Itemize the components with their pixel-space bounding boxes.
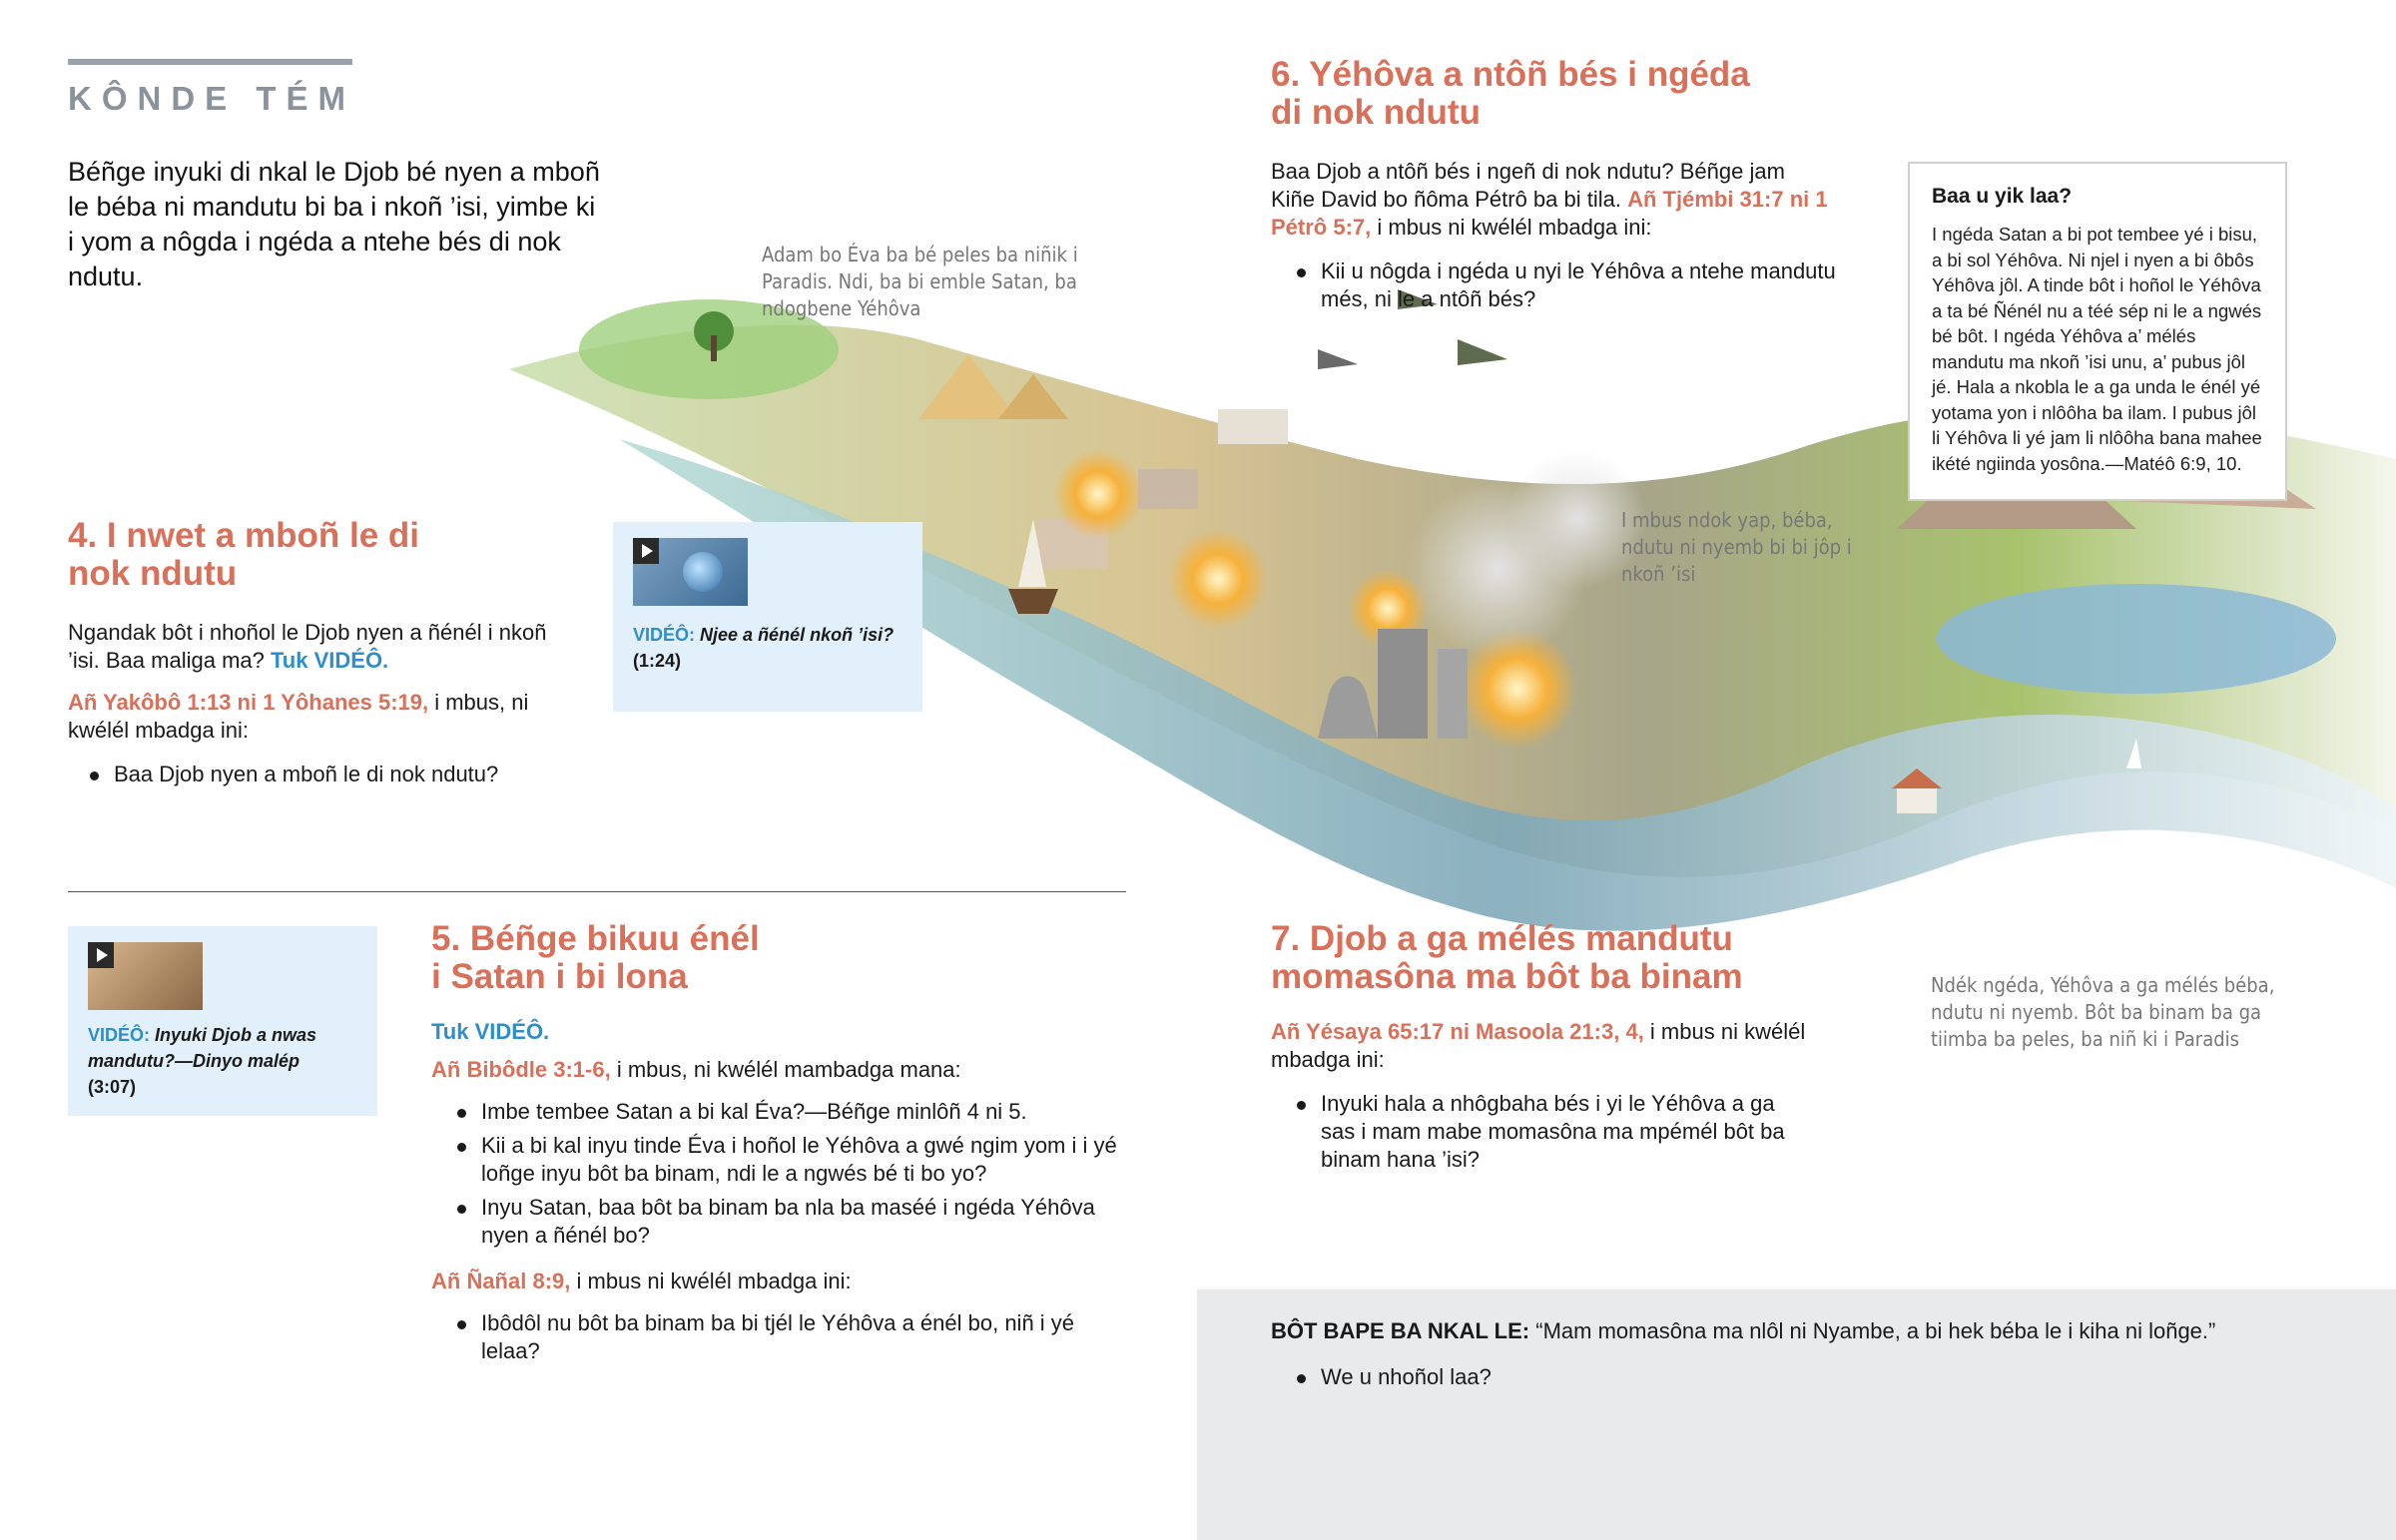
section-4-ref: Añ Yakôbô 1:13 ni 1 Yôhanes 5:19, i mbus, ni kwélél mbadga ini: — [68, 690, 529, 743]
scripture-ref[interactable]: Añ Ñañal 8:9, — [431, 1269, 571, 1293]
video-card-2[interactable] — [68, 926, 377, 1116]
question-item: Kii a bi kal inyu tinde Éva i hoñol le Yéhôva a gwé ngim yom i i yé loñge inyu bôt ba binam, ndi le a ngwés bé ti bo yo? — [457, 1132, 1130, 1188]
question-item: Ibôdôl nu bôt ba binam ba bi tjél le Yéhôva a énél bo, niñ i yé lelaa? — [457, 1309, 1130, 1365]
video-thumbnail[interactable] — [88, 942, 203, 1010]
play-icon[interactable] — [633, 538, 659, 564]
some-people-say-box — [1197, 1289, 2396, 1540]
scripture-ref[interactable]: Añ Yésaya 65:17 ni Masoola 21:3, 4, — [1271, 1019, 1644, 1044]
section-5-ref-1: Añ Bibôdle 3:1-6, i mbus, ni kwélél mambadga mana: — [431, 1057, 961, 1082]
section-7-ref: Añ Yésaya 65:17 ni Masoola 21:3, 4, i mbus ni kwélél mbadga ini: — [1271, 1019, 1806, 1072]
section-6-title: 6. Yéhôva a ntôñ bés i ngéda di nok ndutu — [1271, 55, 1750, 132]
section-5-ref-2: Añ Ñañal 8:9, i mbus ni kwélél mbadga ini: — [431, 1269, 852, 1293]
section-4-text: Ngandak bôt i nhoñol le Djob nyen a ñénél i nkoñ ’isi. Baa maliga ma? Tuk VIDÉÔ. — [68, 620, 547, 673]
caption-future: Ndék ngéda, Yéhôva a ga mélés béba, ndutu ni nyemb. Bôt ba binam ba ga tiimba ba peles, ba niñ ki i Paradis — [1931, 973, 2275, 1051]
question-item: Baa Djob nyen a mboñ le di nok ndutu? — [90, 761, 577, 788]
scripture-ref[interactable]: Añ Tjémbi 31:7 ni 1 Pétrô 5:7, — [1271, 187, 1828, 240]
section-5-questions-1 — [457, 1098, 1130, 1250]
play-icon[interactable] — [88, 942, 114, 968]
globe-icon — [683, 552, 723, 592]
section-6-questions — [1297, 257, 1836, 313]
video-label: VIDÉÔ: — [633, 625, 696, 645]
video-duration: (1:24) — [633, 651, 682, 671]
did-you-know-text: I ngéda Satan a bi pot tembee yé i bisu, a bi sol Yéhôva. Ni njel i nyen a bi ôbôs Yéhôva jôl. A tinde bôt i hoñol le Yéhôva a ta bé Ñénél nu a téé sép ni le a ngwés bé bôt. I ngéda Yéhôva a’ mélés mandutu ma nkoñ ’isi unu, a’ pubus jôl jé. Hala a nkobla le a ga unda le énél yé yotama yon i nlôôha ba ilam. I pubus jôl li Yéhôva li yé jam li nlôôha bana mahee ikété ngiinda yosôna.—Matéô 6:9, 10. — [1932, 224, 2262, 474]
section-5 — [431, 920, 1130, 1375]
video-label: VIDÉÔ: — [88, 1025, 151, 1045]
section-label: KÔNDE TÉM — [68, 80, 355, 117]
question-item: Kii u nôgda i ngéda u nyi le Yéhôva a ntehe mandutu més, ni le a ntôñ bés? — [1297, 257, 1836, 313]
video-link[interactable]: Tuk VIDÉÔ. — [431, 1019, 550, 1044]
did-you-know-title: Baa u yik laa? — [1932, 185, 2073, 208]
section-5-questions-2 — [457, 1309, 1130, 1365]
question-item: We u nhoñol laa? — [1297, 1363, 1492, 1391]
scripture-ref[interactable]: Añ Yakôbô 1:13 ni 1 Yôhanes 5:19, — [68, 690, 429, 715]
video-title: Njee a ñénél nkoñ ’isi? — [700, 625, 895, 645]
section-4-title: 4. I nwet a mboñ le di nok ndutu — [68, 516, 419, 593]
question-item: Imbe tembee Satan a bi kal Éva?—Béñge minlôñ 4 ni 5. — [457, 1098, 1130, 1126]
some-people-say-questions — [1297, 1363, 1492, 1401]
did-you-know-box — [1908, 162, 2287, 501]
video-duration: (3:07) — [88, 1077, 137, 1097]
video-card-1[interactable] — [613, 522, 922, 712]
section-4-questions — [90, 761, 577, 788]
video-thumbnail[interactable] — [633, 538, 748, 606]
divider — [68, 891, 1126, 892]
section-5-title: 5. Béñge bikuu énél i Satan i bi lona — [431, 919, 760, 996]
question-item: Inyuki hala a nhôgbaha bés i yi le Yéhôva a ga sas i mam mabe momasôna ma mpémél bôt ba binam hana ’isi? — [1297, 1090, 1796, 1174]
section-7 — [1271, 920, 1890, 1184]
caption-suffering: I mbus ndok yap, béba, ndutu ni nyemb bi bi jôp i nkoñ ’isi — [1621, 508, 1852, 586]
scripture-ref[interactable]: Añ Bibôdle 3:1-6, — [431, 1057, 611, 1082]
section-7-questions — [1297, 1090, 1796, 1174]
some-people-say-label: BÔT BAPE BA NKAL LE: — [1271, 1318, 1530, 1343]
video-link[interactable]: Tuk VIDÉÔ. — [271, 648, 389, 673]
section-4 — [68, 517, 577, 798]
section-6-text: Baa Djob a ntôñ bés i ngeñ di nok ndutu? Béñge jam Kiñe David bo ñôma Pétrô ba bi tila. Añ Tjémbi 31:7 ni 1 Pétrô 5:7, i mbus ni kwélél mbadga ini: — [1271, 159, 1828, 240]
video-title: Inyuki Djob a nwas mandutu?—Dinyo malép — [88, 1025, 317, 1071]
intro-text: Béñge inyuki di nkal le Djob bé nyen a mboñ le béba ni mandutu bi ba i nkoñ ’isi, yimbe ki i yom a nôgda i ngéda a ntehe bés di nok ndutu. — [68, 157, 600, 291]
section-7-title: 7. Djob a ga mélés mandutu momasôna ma bôt ba binam — [1271, 919, 1743, 996]
question-item: Inyu Satan, baa bôt ba binam ba nla ba maséé i ngéda Yéhôva nyen a ñénél bo? — [457, 1194, 1130, 1250]
header-rule — [68, 59, 352, 65]
caption-paradise-origin: Adam bo Éva ba bé peles ba niñik i Paradis. Ndi, ba bi emble Satan, ba ndogbene Yéhôva — [762, 243, 1078, 320]
section-6 — [1271, 56, 1870, 323]
some-people-say-quote: “Mam momasôna ma nlôl ni Nyambe, a bi hek béba le i kiha ni loñge.” — [1535, 1318, 2216, 1343]
